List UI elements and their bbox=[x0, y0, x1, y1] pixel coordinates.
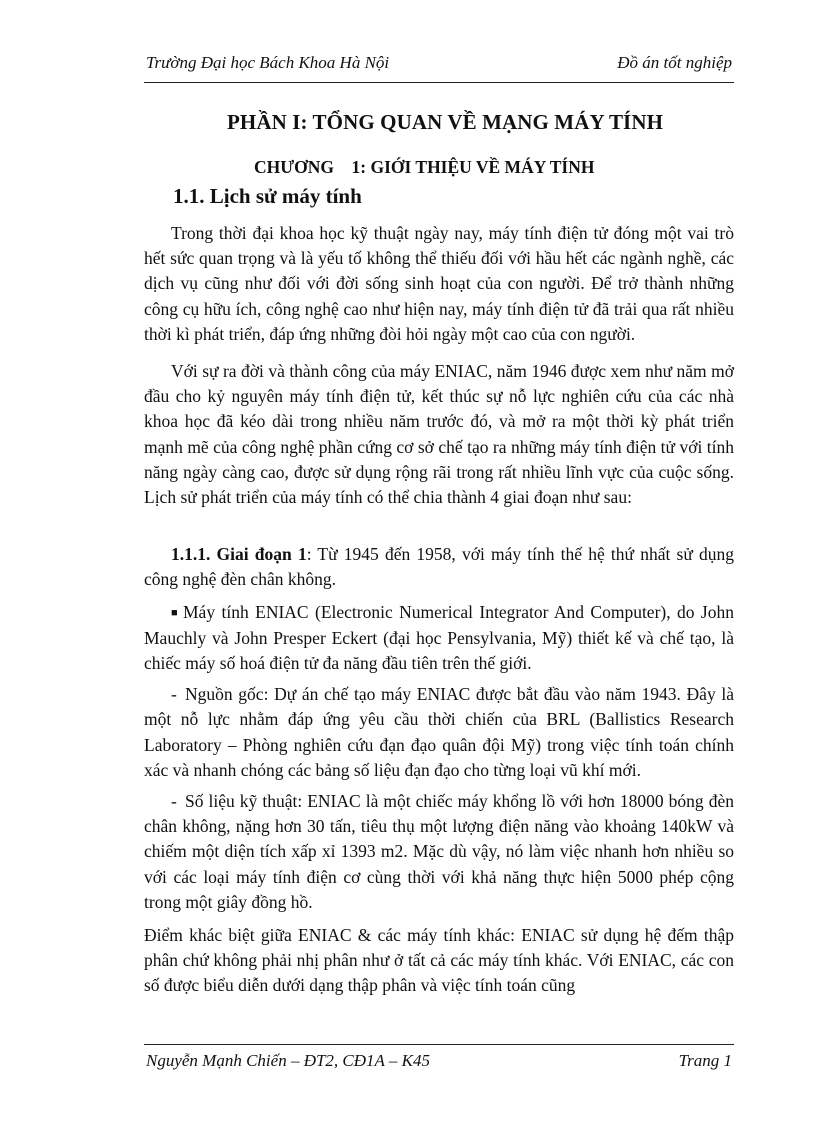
footer-page-number: Trang 1 bbox=[678, 1051, 732, 1070]
page-body bbox=[144, 110, 734, 999]
dash-item-origin bbox=[144, 682, 734, 783]
bullet-item-eniac bbox=[144, 600, 734, 677]
paragraph-stage-1 bbox=[144, 542, 734, 592]
paragraph-intro: Trong thời đại khoa học kỹ thuật ngày nay, máy tính điện tử đóng một vai trò hết sức quan trọng và là yếu tố không thể thiếu đối với hầu hết các ngành nghề, các dịch vụ cũng như đối với đời sống sinh hoạt của con người. Để trở thành những công cụ hữu ích, công nghệ cao như hiện nay, máy tính điện tử đã trải qua rất nhiều thời kì phát triển, đáp ứng những đòi hỏi ngày một cao của con người. bbox=[144, 223, 734, 344]
section-title: 1.1. Lịch sử máy tính bbox=[173, 184, 362, 208]
dash-text: Nguồn gốc: Dự án chế tạo máy ENIAC được bắt đầu vào năm 1943. Đây là một nỗ lực nhằm đáp ứng yêu cầu thời chiến của BRL (Ballistics Research Laboratory – Phòng nghiên cứu đạn đạo quân đội Mỹ) trong việc tính toán chính xác và nhanh chóng các bảng số liệu đạn đạo cho từng loại vũ khí mới. bbox=[144, 684, 734, 780]
paragraph-differences: Điểm khác biệt giữa ENIAC & các máy tính khác: ENIAC sử dụng hệ đếm thập phân chứ không phải nhị phân như ở tất cả các máy tính khác. Với ENIAC, các con số được biểu diễn dưới dạng thập phân và việc tính toán cũng bbox=[144, 925, 734, 996]
bullet-text: Máy tính ENIAC (Electronic Numerical Integrator And Computer), do John Mauchly và John Presper Eckert (đại học Pensylvania, Mỹ) thiết kế và chế tạo, là chiếc máy số hoá điện tử đa năng đầu tiên trên thế giới. bbox=[144, 601, 734, 674]
dash-text: Số liệu kỹ thuật: ENIAC là một chiếc máy khổng lồ với hơn 18000 bóng đèn chân không, nặng hơn 30 tấn, tiêu thụ một lượng điện năng vào khoảng 140kW và chiếm một diện tích xấp xỉ 1393 m2. Mặc dù vậy, nó làm việc nhanh hơn nhiều so với các loại máy tính điện cơ cùng thời với khả năng thực hiện 5000 phép cộng trong một giây đồng hồ. bbox=[144, 791, 734, 912]
dash-bullet-icon: - bbox=[171, 791, 177, 812]
page-footer bbox=[144, 1044, 734, 1085]
subsection-text: : Từ 1945 đến 1958, với máy tính thế hệ thứ nhất sử dụng công nghệ đèn chân không. bbox=[144, 544, 734, 590]
header-doc-type: Đồ án tốt nghiệp bbox=[617, 53, 732, 72]
page-header bbox=[144, 48, 734, 83]
dash-bullet-icon: - bbox=[171, 684, 177, 705]
part-title: PHẦN I: TỔNG QUAN VỀ MẠNG MÁY TÍNH bbox=[226, 110, 664, 134]
dash-item-specs bbox=[144, 789, 734, 915]
square-bullet-icon: ■ bbox=[171, 606, 178, 619]
subsection-heading: 1.1.1. Giai đoạn 1 bbox=[171, 544, 307, 565]
footer-author: Nguyễn Mạnh Chiến – ĐT2, CĐ1A – K45 bbox=[146, 1051, 430, 1070]
chapter-title: CHƯƠNG 1: GIỚI THIỆU VỀ MÁY TÍNH bbox=[254, 157, 595, 177]
paragraph-eniac-history: Với sự ra đời và thành công của máy ENIAC, năm 1946 được xem như năm mở đầu cho kỷ nguyên máy tính điện tử, kết thúc sự nỗ lực nghiên cứu của các nhà khoa học đã kéo dài trong nhiều năm trước đó, và mở ra một thời kỳ phát triển mạnh mẽ của công nghệ phần cứng cơ sở chế tạo ra những máy tính điện tử với tính năng ngày càng cao, được sử dụng rộng rãi trong rất nhiều lĩnh vực của cuộc sống. Lịch sử phát triển của máy tính có thể chia thành 4 giai đoạn như sau: bbox=[144, 361, 734, 508]
header-school: Trường Đại học Bách Khoa Hà Nội bbox=[146, 53, 390, 72]
